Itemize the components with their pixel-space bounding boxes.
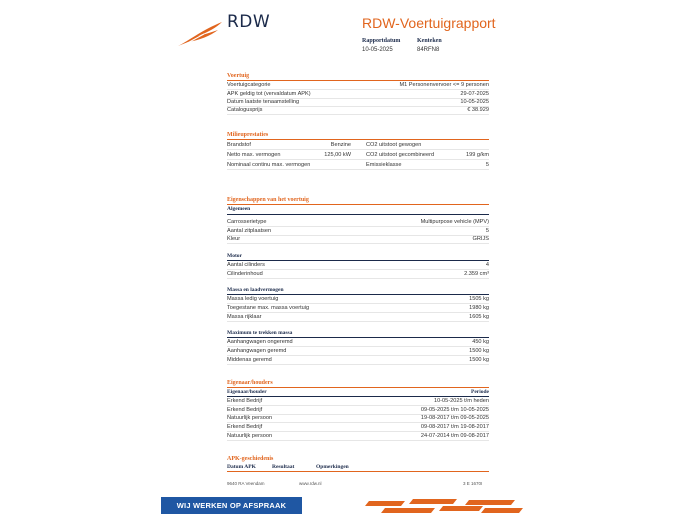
row-label: Erkend Bedrijf — [227, 407, 263, 413]
report-date-label: Rapportdatum — [362, 38, 401, 44]
table-row — [227, 141, 489, 150]
section-eigenaar-heading: Eigenaar/houders — [227, 380, 273, 386]
row-label: APK geldig tot (vervaldatum APK) — [227, 91, 311, 97]
row-label: Nominaal continu max. vermogen — [227, 162, 311, 168]
table-row — [227, 106, 489, 115]
decorative-stripes-icon — [365, 497, 525, 514]
divider — [227, 387, 489, 388]
row-label: Cilinderinhoud — [227, 271, 263, 277]
table-row — [227, 295, 489, 304]
row-label: Netto max. vermogen — [227, 152, 281, 158]
row-label: Middenas geremd — [227, 357, 272, 363]
plate-label: Kenteken — [417, 38, 442, 44]
table-row — [227, 356, 489, 365]
row-label: Kleur — [227, 236, 241, 242]
table-row — [227, 81, 489, 90]
apk-date-column-header: Datum APK — [227, 464, 256, 470]
row-label: Catalogusprijs — [227, 107, 263, 113]
table-row — [227, 218, 489, 227]
owner-column-header: Eigenaar/houder — [227, 389, 267, 395]
row-label: Natuurlijk persoon — [227, 433, 273, 439]
row-value: 5 — [485, 162, 489, 168]
row-label: Erkend Bedrijf — [227, 398, 263, 404]
row-label: Natuurlijk persoon — [227, 415, 273, 421]
divider — [227, 214, 489, 215]
subsection-massa-heading: Massa en laadvermogen — [227, 287, 284, 293]
row-value: 09-05-2025 t/m 10-05-2025 — [420, 407, 489, 413]
section-milieu-heading: Milieuprestaties — [227, 132, 269, 138]
divider — [227, 139, 489, 140]
row-label: Aantal zitplaatsen — [227, 228, 272, 234]
table-row — [227, 432, 489, 441]
period-column-header: Periode — [470, 389, 489, 395]
row-value: 199 g/km — [465, 152, 489, 158]
row-label: Massa ledig voertuig — [227, 296, 279, 302]
brand-name: RDW — [227, 12, 271, 32]
table-row — [227, 151, 489, 160]
plate-value: 84RFN8 — [417, 47, 440, 53]
row-label: CO2 uitstoot gecombineerd — [366, 152, 435, 158]
divider — [227, 204, 489, 205]
section-eigenschappen-heading: Eigenschappen van het voertuig — [227, 197, 309, 203]
row-value: 10-05-2025 t/m heden — [433, 398, 489, 404]
row-label: Datum laatste tenaamstelling — [227, 99, 300, 105]
row-value: 1500 kg — [469, 348, 489, 354]
table-row — [227, 270, 489, 279]
row-label: Aanhangwagen geremd — [227, 348, 287, 354]
row-value: GRIJS — [472, 236, 489, 242]
row-label: Emissieklasse — [366, 162, 402, 168]
table-row — [227, 338, 489, 347]
row-label: Toegestane max. massa voertuig — [227, 305, 310, 311]
row-label: Aantal cilinders — [227, 262, 265, 268]
row-value: 5 — [485, 228, 489, 234]
row-label: Voertuigcategorie — [227, 82, 271, 88]
table-row — [227, 261, 489, 270]
table-row — [227, 235, 489, 244]
table-row — [227, 304, 489, 313]
report-date-value: 10-05-2025 — [362, 47, 393, 53]
footer-address: 9640 RA Veendam — [227, 481, 265, 486]
row-label: Massa rijklaar — [227, 314, 262, 320]
footer-code: 3 E 1670I — [463, 481, 483, 486]
section-apk-heading: APK-geschiedenis — [227, 456, 274, 462]
row-value: € 38.929 — [467, 107, 489, 113]
report-title: RDW-Voertuigrapport — [362, 15, 496, 31]
row-value: 1500 kg — [469, 357, 489, 363]
table-row — [227, 397, 489, 406]
row-value: 1980 kg — [469, 305, 489, 311]
table-row — [227, 313, 489, 322]
table-row — [227, 347, 489, 356]
row-label: Erkend Bedrijf — [227, 424, 263, 430]
subsection-trek-heading: Maximum te trekken massa — [227, 330, 293, 336]
row-label: Carrosserietype — [227, 219, 267, 225]
row-label: Brandstof — [227, 142, 251, 148]
row-value: 2.359 cm³ — [464, 271, 489, 277]
row-value: 24-07-2014 t/m 09-08-2017 — [420, 433, 489, 439]
row-value: 125,00 kW — [324, 152, 351, 158]
row-value: 09-08-2017 t/m 19-08-2017 — [420, 424, 489, 430]
row-value: M1 Personenvervoer <= 9 personen — [399, 82, 489, 88]
table-row — [227, 161, 489, 170]
rdw-logo-icon — [176, 20, 224, 48]
table-row — [227, 414, 489, 423]
subsection-motor-heading: Motor — [227, 253, 242, 259]
row-value: Multipurpose vehicle (MPV) — [420, 219, 489, 225]
row-value: 10-05-2025 — [460, 99, 489, 105]
divider — [227, 471, 489, 472]
section-voertuig-heading: Voertuig — [227, 73, 250, 79]
row-label: Aanhangwagen ongeremd — [227, 339, 293, 345]
row-value: Benzine — [330, 142, 351, 148]
row-value: 1505 kg — [469, 296, 489, 302]
apk-result-column-header: Resultaat — [272, 464, 295, 470]
row-value: 19-08-2017 t/m 09-05-2025 — [420, 415, 489, 421]
row-value: 29-07-2025 — [460, 91, 489, 97]
row-value: 4 — [485, 262, 489, 268]
apk-remarks-column-header: Opmerkingen — [316, 464, 349, 470]
footer-website: www.rdw.nl — [299, 481, 322, 486]
row-value: 450 kg — [472, 339, 489, 345]
appointment-banner: WIJ WERKEN OP AFSPRAAK — [161, 497, 302, 514]
table-row — [227, 423, 489, 432]
row-label: CO2 uitstoot gewogen — [366, 142, 422, 148]
subsection-algemeen-heading: Algemeen — [227, 206, 251, 212]
row-value: 1605 kg — [469, 314, 489, 320]
